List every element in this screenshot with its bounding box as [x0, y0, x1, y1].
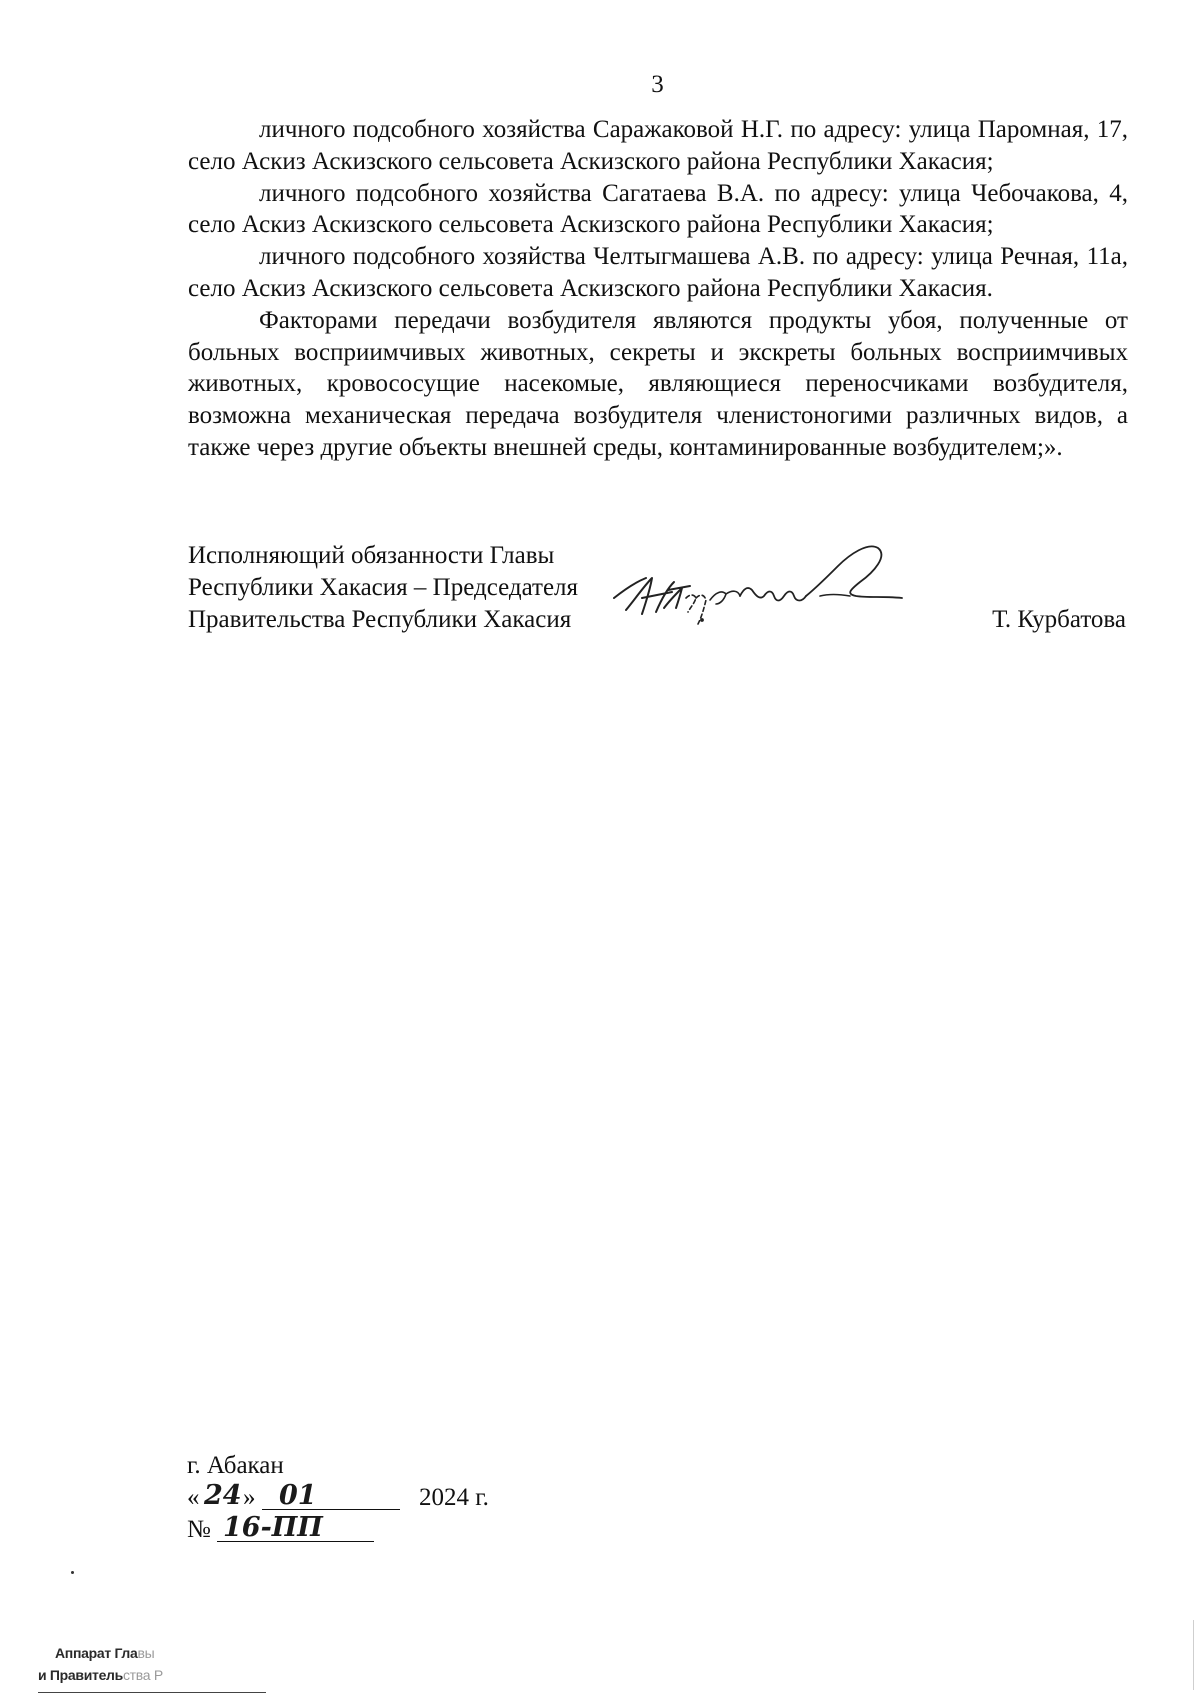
signatory-position-line: Республики Хакасия – Председателя	[188, 573, 579, 601]
date-month: 01	[279, 1480, 317, 1511]
signatory-position	[188, 540, 578, 635]
page-number: 3	[651, 71, 664, 98]
document-date	[187, 1480, 489, 1514]
document-number	[187, 1512, 323, 1546]
paragraph-farm-sagataev: личного подсобного хозяйства Сагатаева В.А. по адресу: улица Чебочакова, 4, село Аскиз Аскизского сельсовета Аскизского района Республики Хакасия;	[188, 179, 1128, 239]
stamp-text-faded: ства Р	[122, 1667, 163, 1683]
stamp-rule	[38, 1692, 266, 1693]
doc-number-value: 16-ПП	[223, 1512, 323, 1543]
signatory-position-line: Правительства Республики Хакасия	[188, 605, 572, 633]
city: г. Абакан	[187, 1452, 284, 1479]
stamp-text-faded: вы	[137, 1645, 155, 1661]
date-quote-open: «	[187, 1484, 200, 1511]
signature-block	[188, 540, 1128, 640]
registration-stamp	[38, 1642, 268, 1692]
stamp-text: Аппарат Гла	[55, 1645, 138, 1661]
stamp-line	[38, 1664, 163, 1686]
date-quote-close: »	[243, 1484, 256, 1511]
number-sign: №	[187, 1516, 211, 1543]
scan-speck	[71, 1571, 74, 1574]
document-body	[188, 114, 1128, 464]
date-year: 2024 г.	[419, 1484, 489, 1511]
paragraph-farm-sarazhakova: личного подсобного хозяйства Саражаковой Н.Г. по адресу: улица Паромная, 17, село Аскиз Аскизского сельсовета Аскизского района Республики Хакасия;	[188, 116, 1128, 175]
stamp-text: и Правитель	[38, 1667, 123, 1683]
scan-edge-mark	[1193, 1620, 1194, 1690]
signatory-name: Т. Курбатова	[992, 605, 1126, 633]
date-day: 24	[204, 1480, 242, 1511]
paragraph-transmission-factors: Факторами передачи возбудителя являются продукты убоя, полученные от больных восприимчивых животных, секреты и экскреты больных восприимчивых животных, кровососущие насекомые, являющиеся переносчиками возбудителя, возможна механическая передача возбудителя членистоногими различных видов, а также через другие объекты внешней среды, контаминированные возбудителем;».	[188, 306, 1128, 461]
signatory-position-line: Исполняющий обязанности Главы	[188, 542, 555, 569]
paragraph-farm-cheltygmashev: личного подсобного хозяйства Челтыгмашева А.В. по адресу: улица Речная, 11а, село Аскиз Аскизского сельсовета Аскизского района Республики Хакасия.	[188, 243, 1128, 302]
document-footer	[187, 1450, 489, 1546]
handwritten-signature	[606, 538, 906, 632]
stamp-line	[55, 1642, 154, 1664]
